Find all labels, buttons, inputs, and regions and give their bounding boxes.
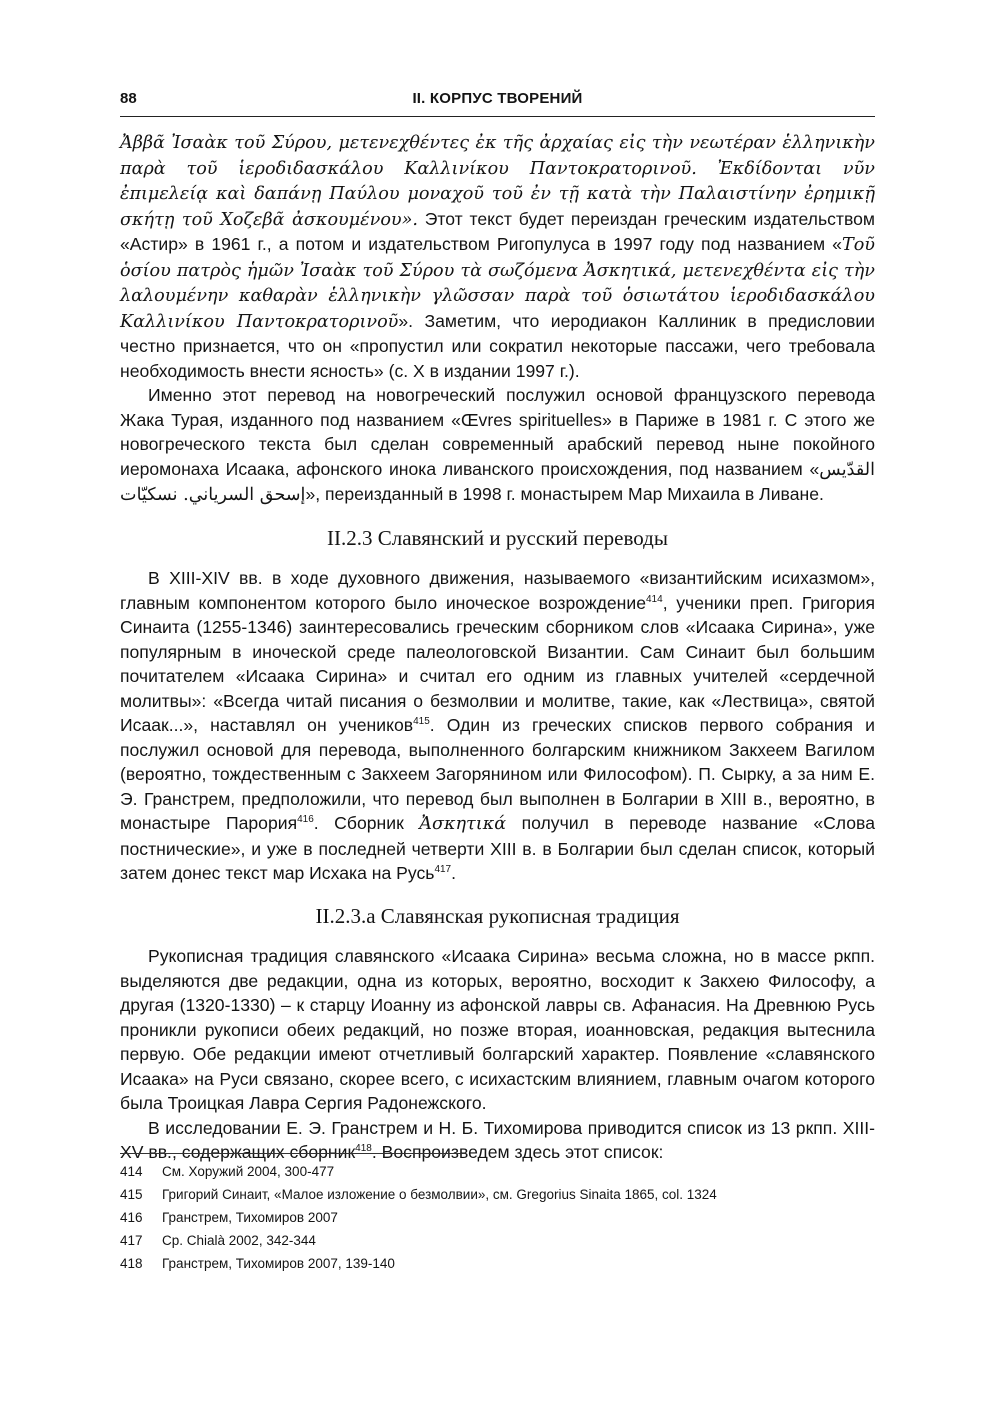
paragraph-text: . Один из греческих списков первого собрания и послужил основой для перевода, выполненного болгарским книжником Закхеем Вагилом (вероятно, тождественным с Закхеем Загорянином или Философом). П. Сырку, а за ним Е. Э. Гранстрем, предположили, что перевод был выполнен в Болгарии в XIII в., вероятно, в монастыре Парория <box>120 715 875 833</box>
footnote-text: Гранстрем, Тихомиров 2007, 139-140 <box>162 1256 395 1271</box>
paragraph-text: В исследовании Е. Э. Гранстрем и Н. Б. Тихомирова приводится список из 13 ркпп. XIII-XV вв., содержащих сборник <box>120 1117 875 1162</box>
footnote-ref[interactable]: 417 <box>434 864 452 876</box>
footnote-ref[interactable]: 414 <box>646 593 663 605</box>
paragraph-text: . Сборник <box>313 813 420 833</box>
footnote-number: 414 <box>120 1164 143 1179</box>
greek-word: Ἀσκητικά <box>419 814 507 834</box>
footnote-ref[interactable]: 416 <box>297 814 314 826</box>
footnote <box>120 1183 875 1206</box>
paragraph-text: Именно этот перевод на новогреческий послужил основой французского перевода Жака Турая, изданного под названием «Œvres spirituelles» в Париже в 1981 г. С этого же новогреческого текста был сделан современный арабский перевод ныне покойного иеромонаха Исаака, афонского инока ливанского происхождения, под названием « <box>120 385 875 479</box>
footnote <box>120 1252 875 1275</box>
paragraph-text: . <box>451 863 457 883</box>
greek-quote: Ἀββᾶ Ἰσαὰκ τοῦ Σύρου, μετενεχθέντες ἐκ τῆς ἀρχαίας εἰς τὴν νεωτέραν ἑλληνικὴν παρὰ τοῦ ἱεροδιδασκάλου Καλλινίκου Παντοκρατορινοῦ. Ἐκδίδονται νῦν ἐπιμελείᾳ καὶ δαπάνῃ Παύλου μοναχοῦ τοῦ ἐν τῇ κατὰ τὴν Παλαιστίνην ἐρημικῇ σκήτῃ τοῦ Χοζεβᾶ ἀσκουμένου». <box>120 133 875 230</box>
footnote <box>120 1160 875 1183</box>
paragraph-slavonic-translation <box>120 566 875 886</box>
footnote-text: См. Хоружий 2004, 300-477 <box>162 1164 335 1179</box>
paragraph-text: », переизданный в 1998 г. монастырем Мар Михаила в Ливане. <box>305 484 824 504</box>
paragraph-text: получил в переводе название «Слова постнические», и уже в последней четверти XIII в. в Болгарии был сделан список, который затем донес текст мар Исхака на Русь <box>120 813 875 883</box>
body-text <box>120 130 875 1165</box>
footnote-divider <box>120 1153 465 1154</box>
running-section-title: II. КОРПУС ТВОРЕНИЙ <box>412 90 583 107</box>
footnote-ref[interactable]: 415 <box>413 716 430 728</box>
paragraph-text: ». Заметим, что иеродиакон Каллиник в предисловии честно признается, что он «пропустил или сократил некоторые пассажи, чего требовала необходимость внести ясность» (с. X в издании 1997 г.). <box>120 310 875 381</box>
page-number: 88 <box>120 90 137 107</box>
paragraph-text: Этот текст будет переиздан греческим издательством «Астир» в 1961 г., а потом и издательством Ригопулуса в 1997 году под названием « <box>120 208 875 254</box>
arabic-title: القدّيس إسحق السرياني. نسكيّات <box>120 459 875 505</box>
footnote-number: 415 <box>120 1187 143 1202</box>
paragraph-text: . Воспроизведем здесь этот список: <box>371 1142 664 1162</box>
footnote-number: 418 <box>120 1256 143 1271</box>
paragraph-text: , ученики преп. Григория Синаита (1255-1346) заинтересовались греческим сборником слов «Исаака Сирина», уже популярным в иноческой среде палеологовской Византии. Сам Синаит был большим почитателем «Исаака Сирина» и считал его одним из главных учителей «сердечной молитвы»: «Всегда читай писания о безмолвии и молитве, такие, как «Лествица», святой Исаак...», наставлял он учеников <box>120 592 875 735</box>
footnote-text: Григорий Синаит, «Малое изложение о безмолвии», см. Gregorius Sinaita 1865, col. 1324 <box>162 1187 717 1202</box>
footnote-text: Ср. Chialà 2002, 342-344 <box>162 1233 316 1248</box>
paragraph-text: В XIII-XIV вв. в ходе духовного движения, называемого «византийским исихазмом», главным компонентом которого было иноческое возрождение <box>120 568 875 613</box>
greek-quote: Τοῦ ὁσίου πατρὸς ἡμῶν Ἰσαὰκ τοῦ Σύρου τὰ σωζόμενα Ἀσκητικά, μετενεχθέντα εἰς τὴν λαλουμένην καθαρὰν ἑλληνικὴν γλῶσσαν παρὰ τοῦ ὁσιωτάτου ἱεροδιδασκάλου Καλλινίκου Παντοκρατορινοῦ <box>120 235 875 332</box>
footnote-text: Гранстрем, Тихомиров 2007 <box>162 1210 338 1225</box>
paragraph-modern-greek-translation <box>120 383 875 508</box>
running-head <box>120 88 875 117</box>
paragraph-greek-title-continuation <box>120 130 875 383</box>
footnote-number: 417 <box>120 1233 143 1248</box>
footnote-ref[interactable]: 418 <box>355 1143 372 1155</box>
section-heading-2-3: II.2.3 Славянский и русский переводы <box>327 525 668 550</box>
paragraph-manuscript-tradition: Рукописная традиция славянского «Исаака Сирина» весьма сложна, но в массе ркпп. выделяются две редакции, одна из которых, вероятно, восходит к Закхею Философу, а другая (1320-1330) – к старцу Иоанну из афонской лавры св. Афанасия. На Древнюю Русь проникли рукописи обеих редакций, но позже вторая, иоанновская, редакция вытеснила первую. Обе редакции имеют отчетливый болгарский характер. Появление «славянского Исаака» на Руси связано, скорее всего, с исихастским влиянием, главным очагом которого была Троицкая Лавра Сергия Радонежского. <box>120 946 875 1113</box>
footnote-number: 416 <box>120 1210 143 1225</box>
footnotes <box>120 1153 875 1275</box>
footnote <box>120 1229 875 1252</box>
section-heading-2-3-a: II.2.3.a Славянская рукописная традиция <box>315 903 680 928</box>
footnote <box>120 1206 875 1229</box>
